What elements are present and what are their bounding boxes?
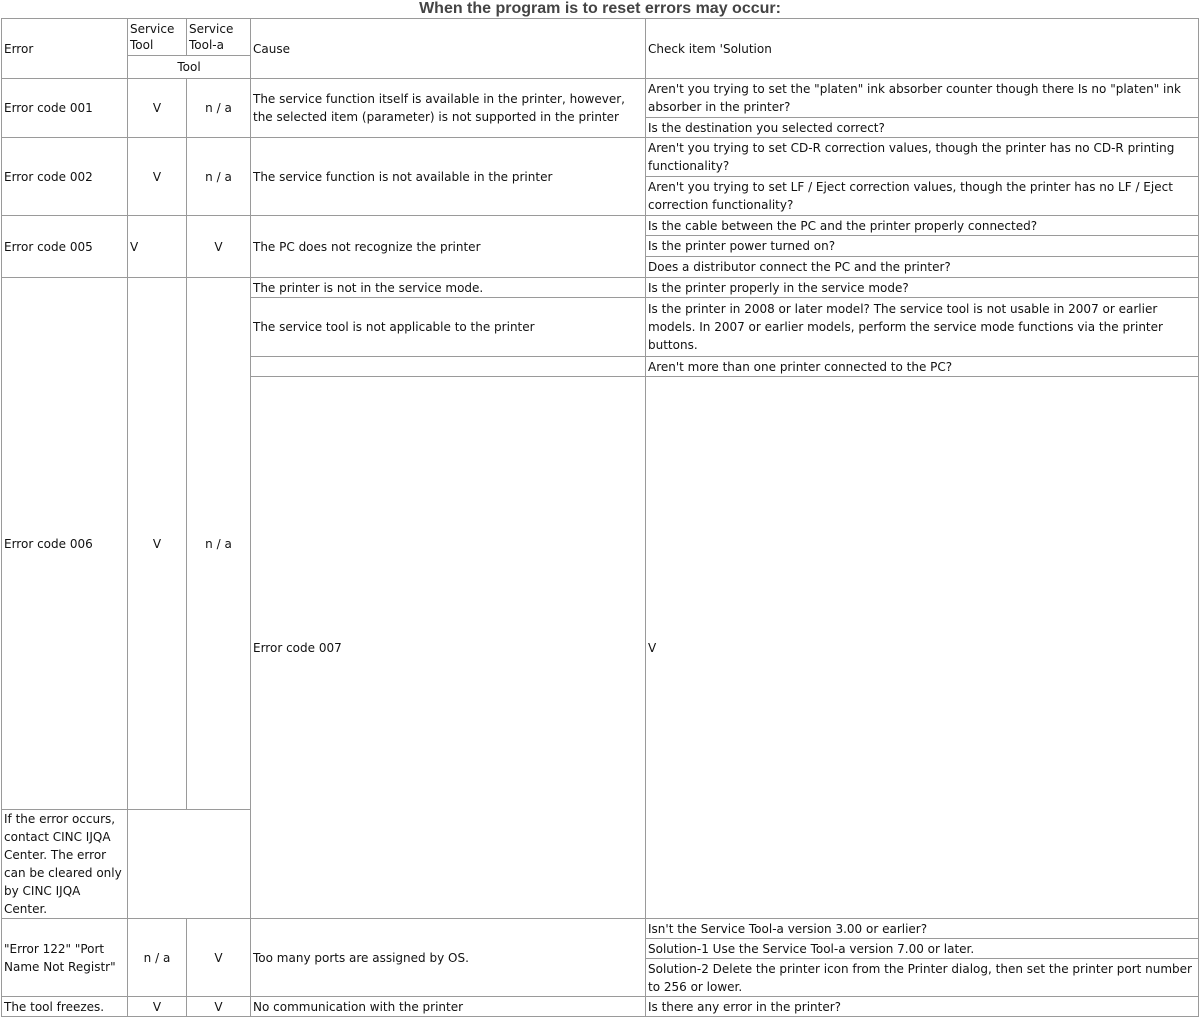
- table-row: [2, 997, 1199, 1017]
- error-cell: The tool freezes.: [2, 997, 128, 1017]
- service-tool-a-cell: n / a: [187, 138, 251, 216]
- cause-cell-empty: [251, 357, 646, 377]
- error-cell: "Error 122" "Port Name Not Registr": [2, 919, 128, 997]
- service-tool-a-cell: V: [187, 216, 251, 278]
- cause-cell: No communication with the printer: [251, 997, 646, 1017]
- solution-cell: Solution-1 Use the Service Tool-a version 7.00 or later.: [646, 939, 1199, 959]
- service-tool-a-cell: n / a: [187, 79, 251, 138]
- error-cell: Error code 002: [2, 138, 128, 216]
- service-tool-cell: V: [128, 138, 187, 216]
- service-tool-cell: V: [128, 278, 187, 810]
- solution-cell: Aren't you trying to set the "platen" ink absorber counter though there Is no "platen" ink absorber in the printer?: [646, 79, 1199, 118]
- solution-cell: If the error occurs, contact CINC IJQA Center. The error can be cleared only by CINC IJQA Center.: [2, 810, 128, 919]
- error-cell: Error code 006: [2, 278, 128, 810]
- service-tool-a-cell: V: [187, 919, 251, 997]
- solution-cell: Is there any error in the printer?: [646, 997, 1199, 1017]
- cause-cell: The PC does not recognize the printer: [251, 216, 646, 278]
- solution-cell: Is the destination you selected correct?: [646, 118, 1199, 138]
- solution-cell: Is the cable between the PC and the printer properly connected?: [646, 216, 1199, 236]
- solution-cell: Isn't the Service Tool-a version 3.00 or earlier?: [646, 919, 1199, 939]
- header-tool: Tool: [128, 56, 251, 79]
- cause-cell: The service function itself is available in the printer, however, the selected item (parameter) is not supported in the printer: [251, 79, 646, 138]
- header-check: Check item 'Solution: [646, 19, 1199, 79]
- service-tool-cell: V: [646, 377, 1199, 919]
- header-service-tool-a: Service Tool-a: [187, 19, 251, 56]
- service-tool-cell: V: [128, 216, 187, 278]
- solution-cell: Solution-2 Delete the printer icon from the Printer dialog, then set the printer port number to 256 or lower.: [646, 959, 1199, 997]
- solution-cell: Aren't you trying to set CD-R correction values, though the printer has no CD-R printing functionality?: [646, 138, 1199, 177]
- error-table: [1, 18, 1199, 1017]
- cause-cell: The service tool is not applicable to the printer: [251, 298, 646, 357]
- header-row: [2, 19, 1199, 56]
- solution-cell: Is the printer properly in the service mode?: [646, 278, 1199, 298]
- solution-cell: Aren't more than one printer connected to the PC?: [646, 357, 1199, 377]
- page-title: When the program is to reset errors may occur:: [419, 0, 781, 17]
- error-cell: Error code 001: [2, 79, 128, 138]
- service-tool-cell: V: [128, 997, 187, 1017]
- service-tool-a-cell: V: [187, 997, 251, 1017]
- error-cell: Error code 007: [251, 377, 646, 919]
- header-error: Error: [2, 19, 128, 79]
- service-tool-cell: V: [128, 79, 187, 138]
- table-row: [2, 278, 1199, 298]
- service-tool-a-cell: n / a: [187, 278, 251, 810]
- cause-cell: The service function is not available in the printer: [251, 138, 646, 216]
- table-row: [2, 216, 1199, 236]
- table-row: [2, 79, 1199, 118]
- header-service-tool: Service Tool: [128, 19, 187, 56]
- solution-cell: Is the printer in 2008 or later model? The service tool is not usable in 2007 or earlier models. In 2007 or earlier models, perform the service mode functions via the printer buttons.: [646, 298, 1199, 357]
- header-cause: Cause: [251, 19, 646, 79]
- table-row: [2, 919, 1199, 939]
- service-tool-cell: n / a: [128, 919, 187, 997]
- table-row: [2, 138, 1199, 177]
- solution-cell: Does a distributor connect the PC and the printer?: [646, 257, 1199, 278]
- solution-cell: Is the printer power turned on?: [646, 236, 1199, 257]
- error-cell: Error code 005: [2, 216, 128, 278]
- cause-cell: The printer is not in the service mode.: [251, 278, 646, 298]
- solution-cell: Aren't you trying to set LF / Eject correction values, though the printer has no LF / Eject correction functionality?: [646, 177, 1199, 216]
- cause-cell: Too many ports are assigned by OS.: [251, 919, 646, 997]
